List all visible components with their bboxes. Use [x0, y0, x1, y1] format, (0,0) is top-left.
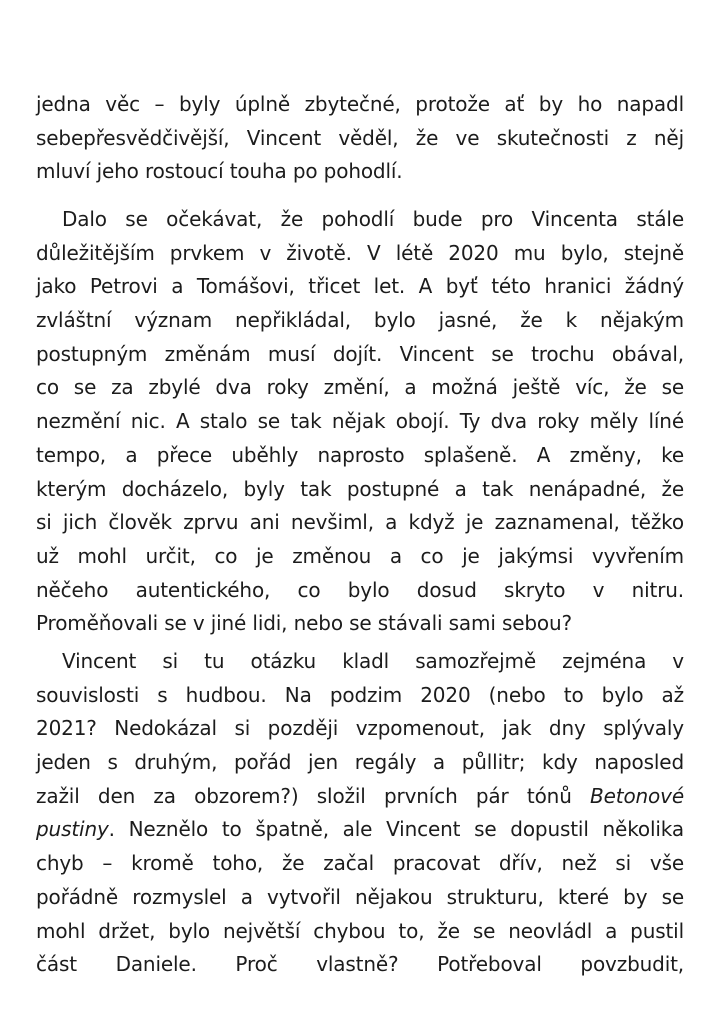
- text-line: mohl držet, bylo největší chybou to, že se neovládl a pustil: [36, 918, 684, 943]
- text-line-part: . Neznělo to špatně, ale Vincent se dopustil několika: [108, 817, 684, 842]
- text-line: část Daniele. Proč vlastně? Potřeboval povzbudit,: [36, 952, 684, 977]
- text-line: jedna věc – byly úplně zbytečné, protože ať by ho napadl: [36, 92, 684, 116]
- text-line: něčeho autentického, co bylo dosud skryto v nitru.: [36, 577, 684, 602]
- text-line: důležitějším prvkem v životě. V létě 2020 mu bylo, stejně: [36, 240, 684, 265]
- text-line: sebepřesvědčivější, Vincent věděl, že ve skutečnosti z něj: [36, 125, 684, 150]
- text-line: pořádně rozmyslel a vytvořil nějakou strukturu, které by se: [36, 884, 684, 909]
- text-line: mluví jeho rostoucí touha po pohodlí.: [36, 159, 403, 184]
- text-line: chyb – kromě toho, že začal pracovat dřív, než si vše: [36, 851, 684, 876]
- text-line: si jich člověk zprvu ani nevšiml, a když je zaznamenal, těžko: [36, 510, 684, 535]
- text-line-part: zažil den za obzorem?) složil prvních pár tónů: [36, 783, 572, 808]
- text-line: jako Petrovi a Tomášovi, třicet let. A byť této hranici žádný: [36, 274, 684, 299]
- text-line: Proměňovali se v jiné lidi, nebo se stávali sami sebou?: [36, 611, 572, 636]
- text-line: nezmění nic. A stalo se tak nějak obojí. Ty dva roky měly líné: [36, 409, 684, 434]
- text-line: kterým docházelo, byly tak postupné a tak nenápadné, že: [36, 476, 684, 501]
- text-line: jeden s druhým, pořád jen regály a půllitr; kdy naposled: [36, 750, 684, 775]
- text-line: zvláštní význam nepřikládal, bylo jasné, že k nějakým: [36, 308, 684, 333]
- text-line: tempo, a přece uběhly naprosto splašeně. A změny, ke: [36, 442, 684, 467]
- text-line: [36, 780, 684, 814]
- book-title-part: pustiny: [36, 817, 109, 842]
- paragraph-1: [36, 88, 684, 189]
- text-line: 2021? Nedokázal si později vzpomenout, jak dny splývaly: [36, 716, 684, 741]
- text-line: [36, 813, 684, 847]
- paragraph-3: [36, 645, 684, 982]
- paragraph-2: [36, 203, 684, 641]
- text-line: už mohl určit, co je změnou a co je jakýmsi vyvřením: [36, 543, 684, 568]
- text-line: postupným změnám musí dojít. Vincent se trochu obával,: [36, 341, 684, 366]
- text-line: Dalo se očekávat, že pohodlí bude pro Vincenta stále: [62, 207, 684, 231]
- book-title-part: Betonové: [590, 783, 684, 808]
- text-line: co se za zbylé dva roky změní, a možná ještě víc, že se: [36, 375, 684, 400]
- text-line: Vincent si tu otázku kladl samozřejmě zejména v: [62, 649, 684, 673]
- text-line: souvislosti s hudbou. Na podzim 2020 (nebo to bylo až: [36, 682, 684, 707]
